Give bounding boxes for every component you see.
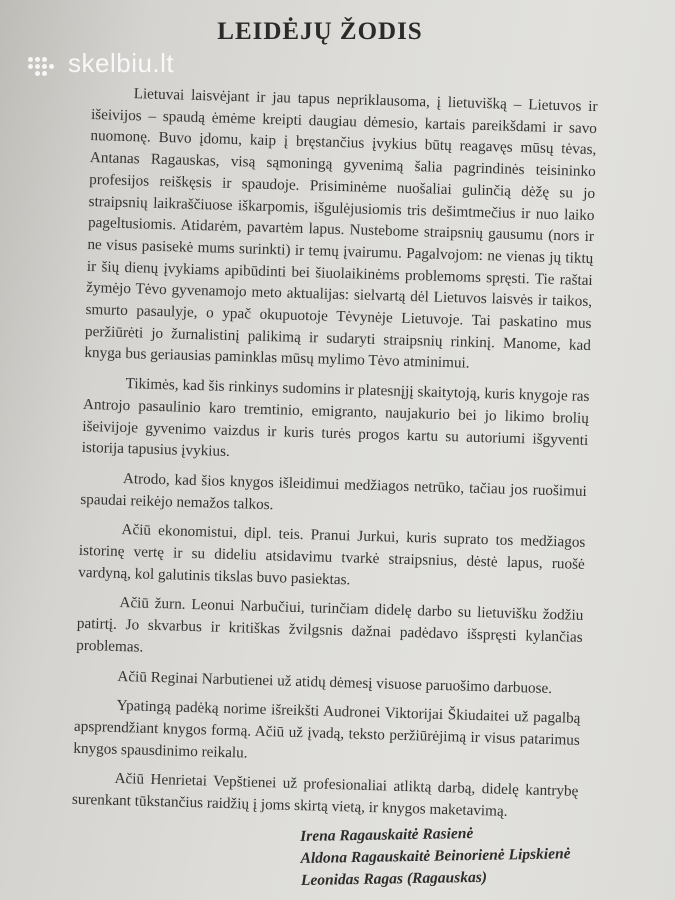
signature-name: Aldona Ragauskaitė Beinorienė Lipskienė [300, 845, 571, 867]
signature-block [300, 821, 571, 892]
paragraph: Ačiū ekonomistui, dipl. teis. Pranui Jurkui, kuris suprato tos medžiagos istorinę vertę ir su dideliu atsidavimu tvarkė straipsnius, dėstė lapus, ruošė vardyną, kol galutinis tikslas buvo pasiektas. [78, 521, 586, 589]
page-title: LEIDĖJŲ ŽODIS [217, 18, 423, 45]
signature-name: Irena Ragauskaitė Rasienė [300, 824, 474, 845]
paragraph: Ačiū Reginai Narbutienei už atidų dėmesį visuose paruošimo darbuose. [117, 667, 553, 697]
signature-name: Leonidas Ragas (Ragauskas) [300, 868, 488, 889]
paragraph: Lietuvai laisvėjant ir jau tapus nepriklausoma, į lietuvišką – Lietuvos ir išeivijos – spaudą ėmėme kreipti daugiau dėmesio, kartais pareikšdami ir savo nuomonę. Buvo įdomu, kaip į bręstančius įvykius būtų reagavęs mūsų tėvas, Antanas Ragauskas, visą sąmoningą gyvenimą šalia pagrindinės teisininko profesijos reiškęsis ir spaudoje. Prisiminėme nuošaliai gulinčią dėžę su jo straipsnių laikraščiuose iškarpomis, išgulėjusiomis tris dešimtmečius ir nuo laiko pageltusiomis. Atidarėm, pavartėm lapus. Nustebome straipsnių gausumu (nors ir ne visus pasisekė mums surinkti) ir temų įvairumu. Pagalvojom: ne vienas jų tiktų ir šių dienų įvykiams apibūdinti bei šiuolaikinėms problemoms spręsti. Tie raštai žymėjo Tėvo gyvenamojo meto aktualijas: sielvartą dėl Lietuvos laisvės ir taikos, smurto pasaulyje, o ypač okupuotoje Tėvynėje Lietuvoje. Tai paskatino mus peržiūrėti jo žurnalistinį palikimą ir sudaryti straipsnių rinkinį. Manome, kad knyga bus geriausias paminklas mūsų mylimo Tėvo atminimui. [84, 85, 598, 373]
watermark-text: skelbiu.lt [68, 48, 175, 78]
body-text [71, 82, 597, 833]
paragraph: Ačiū Henrietai Vepštienei už profesionaliai atliktą darbą, didelę kantrybę surenkant tūkstančius raidžių į joms skirtą vietą, ir knygos maketavimą. [71, 770, 579, 820]
site-watermark [28, 48, 174, 79]
dots-logo-icon [28, 53, 62, 75]
paragraph: Tikimės, kad šis rinkinys sudomins ir platesnįjį skaitytoją, kuris knygoje ras Antrojo pasaulinio karo tremtinio, emigranto, naujakurio bei jo likimo brolių išeivijoje gyvenimo vaizdus ir kuris turės progos kartu su autoriumi išgyventi istorija tapusius įvykius. [81, 375, 590, 461]
paragraph: Ypatingą padėką norime išreikšti Audronei Viktorijai Škiudaitei už pagalbą apsprendžiant knygos formą. Ačiū už įvadą, teksto peržiūrėjimą ir visus patarimus knygos spausdinimo reikalu. [73, 697, 581, 762]
paragraph: Ačiū žurn. Leonui Narbučiui, turinčiam didelę darbo su lietuvišku žodžiu patirtį. Jo skvarbus ir kritiškas žvilgsnis dažnai padėdavo išspręsti kylančias problemas. [76, 594, 584, 656]
paragraph: Atrodo, kad šios knygos išleidimui medžiagos netrūko, tačiau jos ruošimui spaudai reikėjo nemažos talkos. [80, 469, 587, 513]
